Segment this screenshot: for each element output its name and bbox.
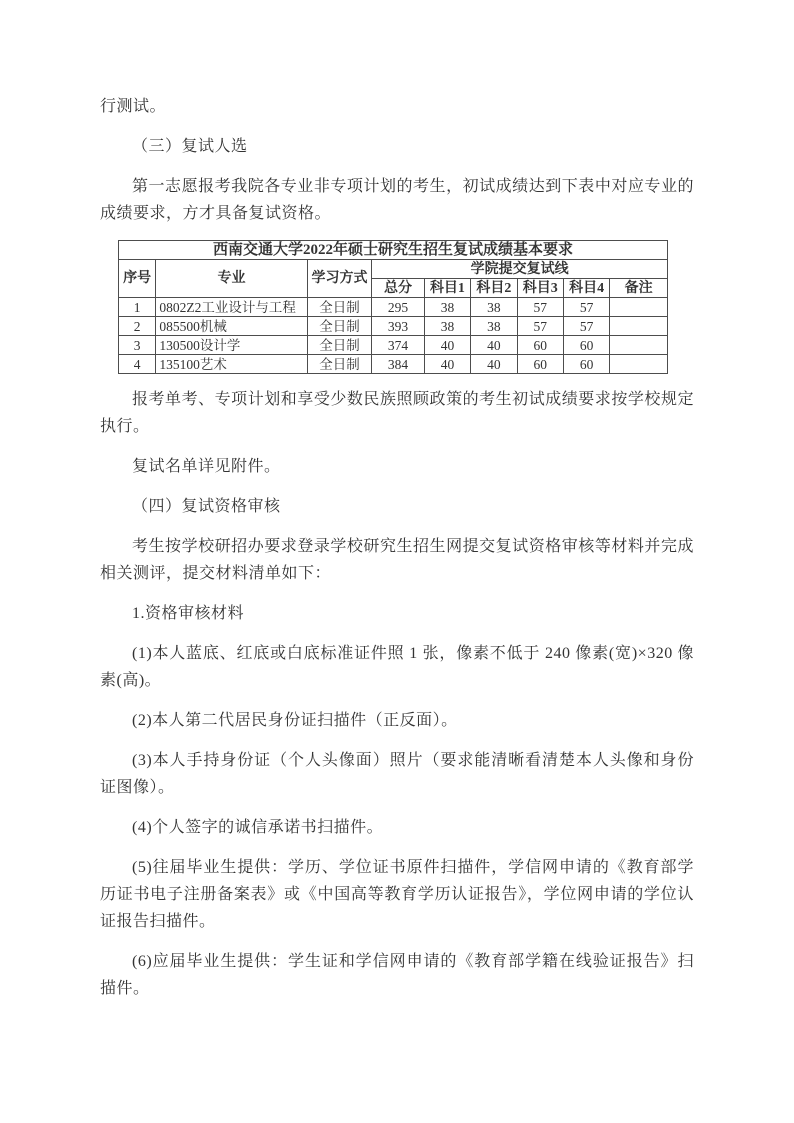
paragraph: 复试名单详见附件。: [132, 458, 281, 475]
table-title: 西南交通大学2022年硕士研究生招生复试成绩基本要求: [119, 241, 668, 260]
list-heading: 1.资格审核材料: [132, 605, 245, 622]
seq-cell: 4: [119, 355, 156, 374]
major-header: 专业: [156, 260, 307, 298]
major-cell: 130500设计学: [156, 336, 307, 355]
section-heading-4: （四）复试资格审核: [132, 498, 281, 515]
subject3-cell: 57: [517, 298, 563, 317]
score-requirements-table: [118, 240, 668, 374]
mode-header: 学习方式: [307, 260, 372, 298]
subject4-cell: 57: [563, 298, 609, 317]
total-header: 总分: [372, 279, 424, 298]
seq-cell: 1: [119, 298, 156, 317]
subject4-cell: 60: [563, 336, 609, 355]
group-header: 学院提交复试线: [372, 260, 668, 279]
total-cell: 374: [372, 336, 424, 355]
subject3-cell: 60: [517, 355, 563, 374]
mode-cell: 全日制: [307, 317, 372, 336]
note-header: 备注: [610, 279, 668, 298]
list-item-3: (3)本人手持身份证（个人头像面）照片（要求能清晰看清楚本人头像和身份证图像）。: [100, 752, 694, 796]
mode-cell: 全日制: [307, 355, 372, 374]
subject4-cell: 60: [563, 355, 609, 374]
list-item-6: (6)应届毕业生提供：学生证和学信网申请的《教育部学籍在线验证报告》扫描件。: [100, 953, 694, 997]
seq-cell: 3: [119, 336, 156, 355]
subject2-cell: 40: [471, 336, 517, 355]
note-cell: [610, 317, 668, 336]
subject4-header: 科目4: [563, 279, 609, 298]
list-item-5: (5)往届毕业生提供：学历、学位证书原件扫描件，学信网申请的《教育部学历证书电子注册备案表》或《中国高等教育学历认证报告》，学位网申请的学位认证报告扫描件。: [100, 859, 694, 930]
list-item-4: (4)个人签字的诚信承诺书扫描件。: [132, 819, 384, 836]
subject3-cell: 60: [517, 336, 563, 355]
subject2-cell: 38: [471, 298, 517, 317]
subject2-cell: 38: [471, 317, 517, 336]
note-cell: [610, 355, 668, 374]
paragraph-continuation: 行测试。: [100, 98, 167, 115]
table-row: [119, 355, 668, 374]
table-row: [119, 298, 668, 317]
subject3-header: 科目3: [517, 279, 563, 298]
table-row: [119, 336, 668, 355]
table-row: [119, 317, 668, 336]
subject1-cell: 40: [424, 355, 470, 374]
note-cell: [610, 298, 668, 317]
subject4-cell: 57: [563, 317, 609, 336]
major-cell: 135100艺术: [156, 355, 307, 374]
total-cell: 295: [372, 298, 424, 317]
major-cell: 0802Z2工业设计与工程: [156, 298, 307, 317]
mode-cell: 全日制: [307, 298, 372, 317]
paragraph: 考生按学校研招办要求登录学校研究生招生网提交复试资格审核等材料并完成相关测评，提交材料清单如下：: [100, 538, 694, 582]
list-item-2: (2)本人第二代居民身份证扫描件（正反面）。: [132, 712, 458, 729]
section-heading-3: （三）复试人选: [132, 138, 248, 155]
seq-header: 序号: [119, 260, 156, 298]
subject1-cell: 38: [424, 317, 470, 336]
note-cell: [610, 336, 668, 355]
table-title-row: [119, 241, 668, 260]
seq-cell: 2: [119, 317, 156, 336]
subject1-header: 科目1: [424, 279, 470, 298]
list-item-1: (1)本人蓝底、红底或白底标准证件照 1 张，像素不低于 240 像素(宽)×320 像素(高)。: [100, 645, 694, 689]
subject2-header: 科目2: [471, 279, 517, 298]
subject2-cell: 40: [471, 355, 517, 374]
paragraph: 第一志愿报考我院各专业非专项计划的考生，初试成绩达到下表中对应专业的成绩要求，方才具备复试资格。: [100, 178, 694, 222]
total-cell: 393: [372, 317, 424, 336]
mode-cell: 全日制: [307, 336, 372, 355]
paragraph: 报考单考、专项计划和享受少数民族照顾政策的考生初试成绩要求按学校规定执行。: [100, 391, 694, 435]
subject1-cell: 38: [424, 298, 470, 317]
major-cell: 085500机械: [156, 317, 307, 336]
subject1-cell: 40: [424, 336, 470, 355]
total-cell: 384: [372, 355, 424, 374]
table-header-row-1: [119, 260, 668, 279]
subject3-cell: 57: [517, 317, 563, 336]
